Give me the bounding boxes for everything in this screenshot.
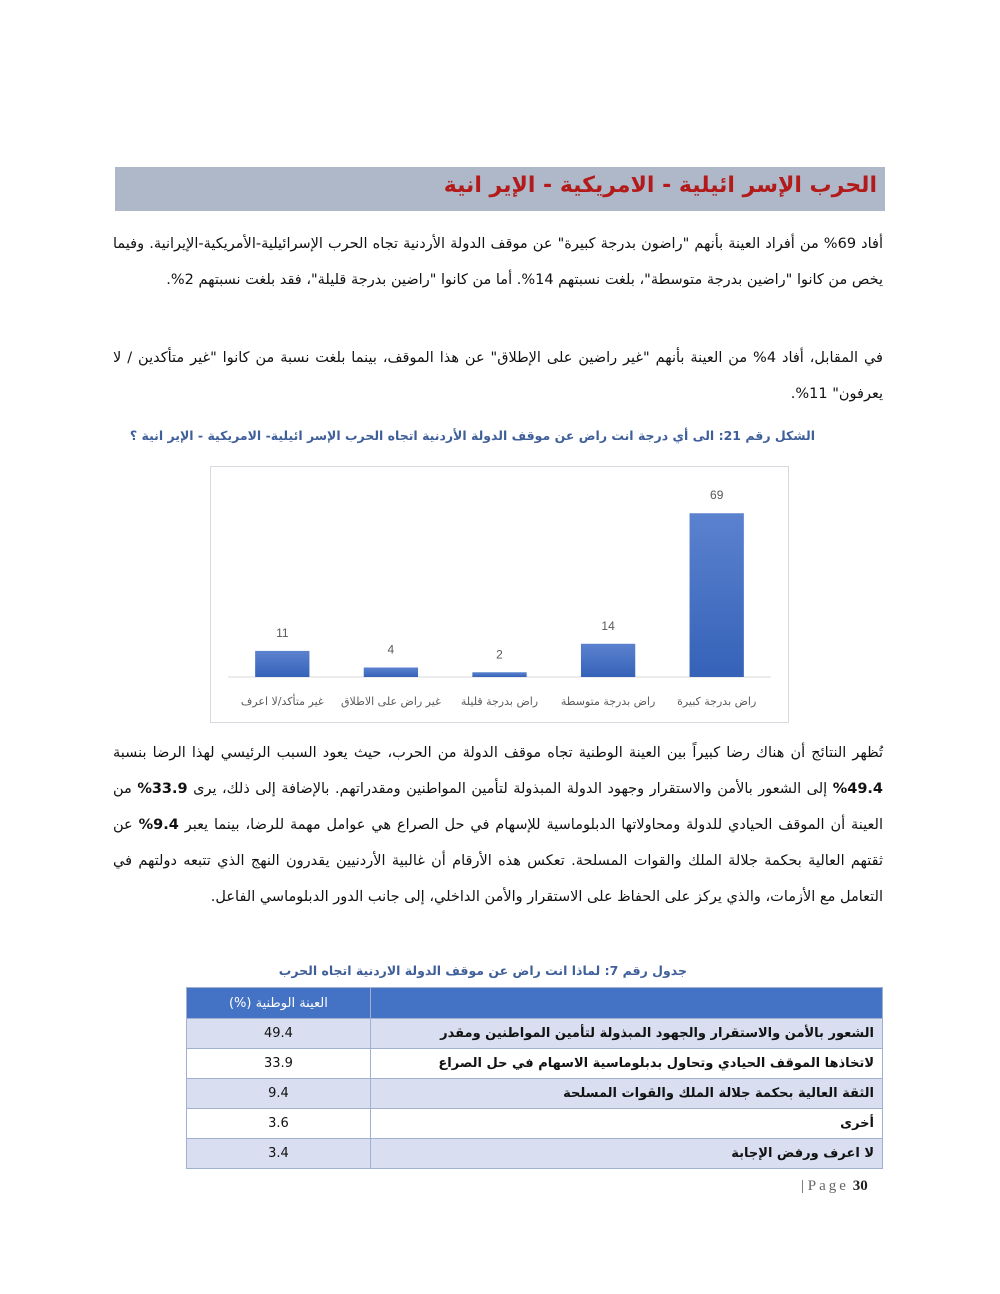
- row-value: 49.4: [187, 1019, 371, 1049]
- paragraph-text: من العينة أن الموقف الحيادي للدولة ومحاولاتها الدبلوماسية للإسهام في حل الصراع هي عوامل مهمة للرضا، بينما يعبر: [113, 781, 883, 833]
- stat-neutral-position: 33.9%: [137, 781, 188, 797]
- page-footer: [801, 1178, 868, 1195]
- bar: [581, 644, 635, 677]
- row-value: 3.6: [187, 1109, 371, 1139]
- stat-trust-king: 9.4%: [138, 817, 179, 833]
- bar: [364, 668, 418, 677]
- data-label: 69: [710, 488, 724, 503]
- category-tick-label: غير متأكد/لا اعرف: [240, 695, 324, 708]
- data-label: 4: [387, 642, 395, 657]
- row-value: 3.4: [187, 1139, 371, 1169]
- bar: [690, 513, 744, 677]
- paragraph-satisfaction-summary: أفاد 69% من أفراد العينة بأنهم "راضون بدرجة كبيرة" عن موقف الدولة الأردنية تجاه الحرب الإسرائيلية-الأمريكية-الإيرانية. وفيما يخص من كانوا "راضين بدرجة متوسطة"، بلغت نسبتهم 14%. أما من كانوا "راضين بدرجة قليلة"، فقد بلغت نسبتهم 2%.: [113, 236, 883, 288]
- header-label-cell: [370, 988, 882, 1019]
- footer-page-word: Page: [807, 1178, 849, 1194]
- table-row: [187, 1019, 883, 1049]
- header-value-cell: العينة الوطنية (%): [187, 988, 371, 1019]
- section-heading-bar: [115, 167, 885, 211]
- reasons-table: [186, 987, 883, 1169]
- row-label: الشعور بالأمن والاستقرار والجهود المبذولة لتأمين المواطنين ومقدر: [370, 1019, 882, 1049]
- row-value: 33.9: [187, 1049, 371, 1079]
- table-caption: جدول رقم 7: لماذا انت راض عن موقف الدولة الاردنية اتجاه الحرب: [278, 963, 687, 978]
- footer-separator: |: [801, 1178, 805, 1194]
- paragraph-text: عن ثقتهم العالية بحكمة جلالة الملك والقوات المسلحة. تعكس هذه الأرقام أن غالبية الأردنيين يقدرون النهج الذي تتبعه دولتهم في التعامل مع الأزمات، والذي يركز على الحفاظ على الاستقرار والأمن الداخلي، إلى جانب الدور الدبلوماسي الفاعل.: [113, 817, 883, 905]
- category-tick-label: راض بدرجة متوسطة: [560, 695, 656, 708]
- category-tick-label: غير راض على الاطلاق: [340, 695, 441, 708]
- category-tick-label: راض بدرجة كبيرة: [677, 695, 757, 708]
- table-row: [187, 1109, 883, 1139]
- figure-caption: الشكل رقم 21: الى أي درجة انت راض عن موقف الدولة الأردنية اتجاه الحرب الإسر ائيلية- الامريكية - الإير انية ؟: [129, 428, 815, 443]
- data-label: 11: [276, 625, 289, 640]
- table-row: [187, 1049, 883, 1079]
- data-label: 14: [601, 618, 615, 633]
- table-header-row: [187, 988, 883, 1019]
- table-row: [187, 1079, 883, 1109]
- bar-chart-svg: [211, 467, 788, 722]
- paragraph-reasons-analysis: [113, 735, 883, 915]
- data-label: 2: [496, 647, 503, 662]
- bar-chart: [210, 466, 789, 723]
- category-tick-label: راض بدرجة قليلة: [460, 695, 539, 708]
- row-value: 9.4: [187, 1079, 371, 1109]
- row-label: لاتخاذها الموقف الحيادي وتحاول بدبلوماسية الاسهام في حل الصراع: [370, 1049, 882, 1079]
- paragraph-text: تُظهر النتائج أن هناك رضا كبيراً بين العينة الوطنية تجاه موقف الدولة من الحرب، حيث يعود السبب الرئيسي لهذا الرضا بنسبة: [113, 745, 883, 761]
- paragraph-text: إلى الشعور بالأمن والاستقرار وجهود الدولة المبذولة لتأمين المواطنين ومقدراتهم. بالإضافة إلى ذلك، يرى: [187, 781, 833, 797]
- row-label: لا اعرف ورفض الإجابة: [370, 1139, 882, 1169]
- paragraph-dissatisfaction-summary: في المقابل، أفاد 4% من العينة بأنهم "غير راضين على الإطلاق" عن هذا الموقف، بينما بلغت نسبة من كانوا "غير متأكدين / لا يعرفون" 11%.: [113, 350, 883, 402]
- section-title: الحرب الإسر ائيلية - الامريكية - الإير انية: [443, 173, 877, 198]
- page-number: 30: [852, 1178, 868, 1194]
- row-label: أخرى: [370, 1109, 882, 1139]
- row-label: الثقة العالية بحكمة جلالة الملك والقوات المسلحة: [370, 1079, 882, 1109]
- table-row: [187, 1139, 883, 1169]
- bar: [255, 651, 309, 677]
- stat-security: 49.4%: [832, 781, 884, 797]
- bar: [472, 672, 526, 677]
